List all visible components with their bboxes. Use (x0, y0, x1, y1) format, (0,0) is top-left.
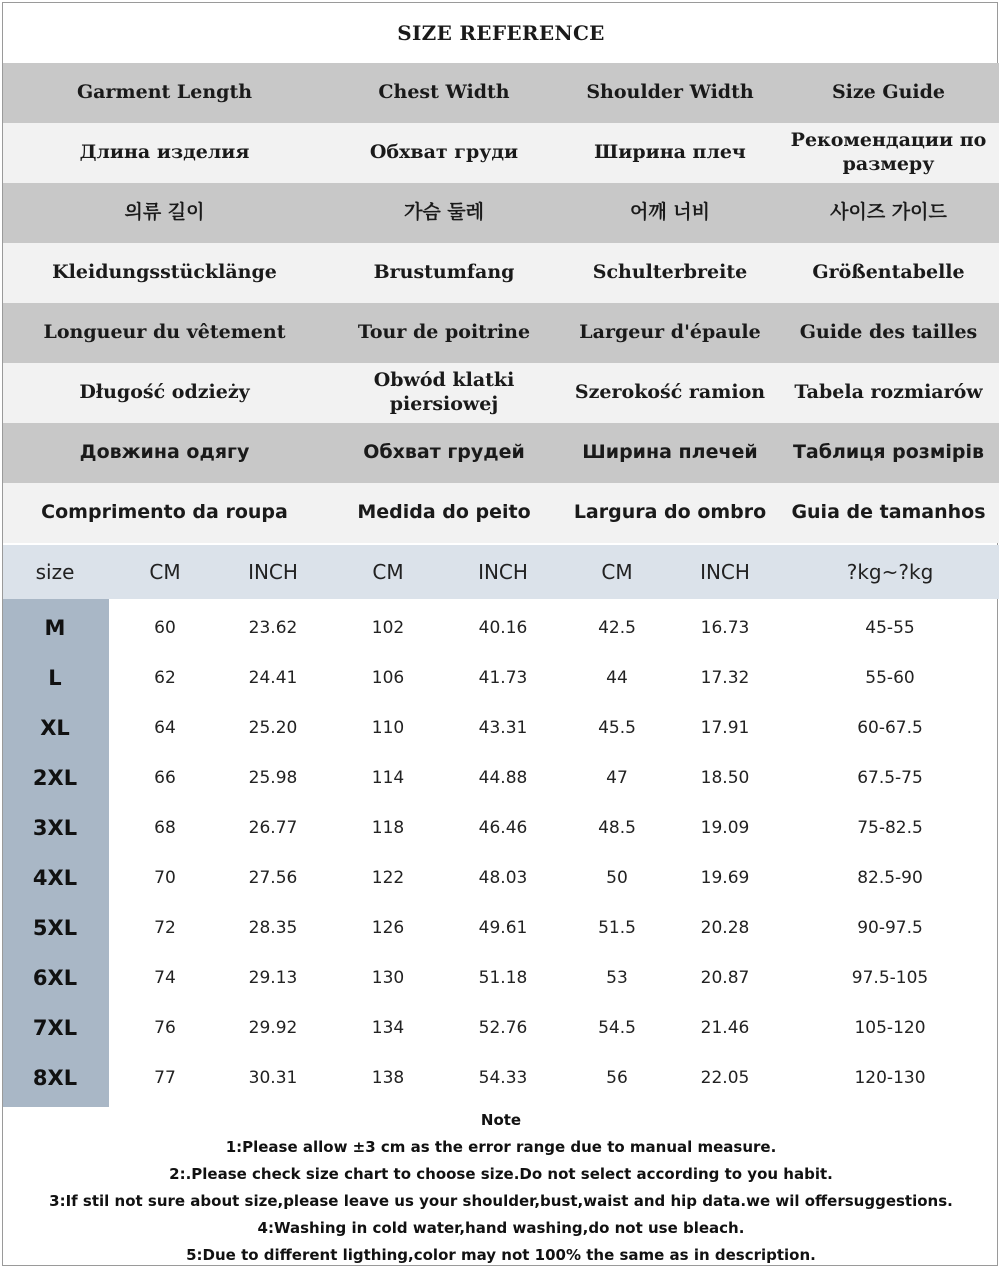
notes-heading: Note (480, 1111, 522, 1129)
table-row (3, 1053, 999, 1103)
table-cell: 97.5-105 (851, 968, 929, 988)
table-row (3, 703, 999, 753)
language-cell: Size Guide (831, 81, 946, 104)
language-cell: Medida do peito (357, 501, 531, 524)
table-cell: 56 (606, 1068, 628, 1088)
column-header: CM (149, 560, 181, 584)
table-row (3, 853, 999, 903)
language-cell: Guide des tailles (799, 321, 978, 344)
language-cell: Kleidungsstücklänge (52, 261, 277, 284)
language-cell: Ширина плеч (594, 141, 746, 164)
table-cell: 45.5 (598, 718, 636, 738)
language-cell: Довжина одягу (79, 441, 250, 464)
size-label: 6XL (32, 966, 78, 990)
language-cell: 의류 길이 (124, 201, 205, 224)
size-label: 2XL (32, 766, 78, 790)
note-line: 4:Washing in cold water,hand washing,do not use bleach. (257, 1219, 745, 1237)
table-cell: 90-97.5 (857, 918, 923, 938)
table-cell: 41.73 (478, 668, 528, 688)
table-cell: 47 (606, 768, 628, 788)
table-cell: 75-82.5 (857, 818, 923, 838)
table-cell: 82.5-90 (857, 868, 923, 888)
table-cell: 17.91 (700, 718, 750, 738)
table-cell: 102 (371, 618, 405, 638)
table-cell: 17.32 (700, 668, 750, 688)
table-cell: 110 (371, 718, 405, 738)
size-chart (2, 2, 998, 1266)
table-row (3, 803, 999, 853)
note-line: 2:.Please check size chart to choose size.Do not select according to you habit. (169, 1165, 833, 1183)
table-cell: 26.77 (248, 818, 298, 838)
table-row (3, 753, 999, 803)
table-cell: 25.98 (248, 768, 298, 788)
language-cell: Largura do ombro (573, 501, 767, 524)
language-cell: Longueur du vêtement (43, 321, 286, 344)
table-cell: 134 (371, 1018, 405, 1038)
table-cell: 114 (371, 768, 405, 788)
language-cell: Szerokość ramion (574, 381, 766, 404)
table-cell: 45-55 (865, 618, 915, 638)
language-cell: Длина изделия (79, 141, 250, 164)
measurement-header-row (3, 545, 999, 599)
language-cell: Таблиця розмірів (792, 441, 985, 464)
table-cell: 130 (371, 968, 405, 988)
table-cell: 49.61 (478, 918, 528, 938)
note-line: 5:Due to different ligthing,color may not 100% the same as in description. (186, 1246, 816, 1264)
size-label: L (48, 666, 62, 690)
note-line: 3:If stil not sure about size,please leave us your shoulder,bust,waist and hip data.we wil offersuggestions. (49, 1192, 953, 1210)
table-cell: 54.33 (478, 1068, 528, 1088)
language-cell: Ширина плечей (582, 441, 758, 464)
table-row (3, 653, 999, 703)
language-cell: Обхват груди (369, 141, 519, 164)
column-header: CM (601, 560, 633, 584)
size-label: 8XL (32, 1066, 78, 1090)
table-cell: 70 (154, 868, 176, 888)
table-row (3, 603, 999, 653)
size-label: 7XL (32, 1016, 78, 1040)
language-row (3, 423, 999, 483)
language-cell: Tabela rozmiarów (794, 381, 983, 404)
table-cell: 53 (606, 968, 628, 988)
language-row (3, 243, 999, 303)
note-line: 1:Please allow ±3 cm as the error range due to manual measure. (225, 1138, 777, 1156)
table-cell: 21.46 (700, 1018, 750, 1038)
language-cell: Comprimento da roupa (41, 501, 288, 524)
table-cell: 68 (154, 818, 176, 838)
table-cell: 67.5-75 (857, 768, 923, 788)
language-cell: 가슴 둘레 (403, 201, 485, 224)
notes-section (3, 1107, 999, 1269)
column-header: CM (372, 560, 404, 584)
column-header: size (35, 560, 75, 584)
column-header: INCH (478, 560, 528, 584)
language-row (3, 303, 999, 363)
table-cell: 52.76 (478, 1018, 528, 1038)
size-label: 5XL (32, 916, 78, 940)
table-cell: 19.09 (700, 818, 750, 838)
table-cell: 66 (154, 768, 176, 788)
language-cell: 사이즈 가이드 (830, 201, 947, 224)
language-cell: Brustumfang (373, 261, 515, 284)
table-cell: 43.31 (478, 718, 528, 738)
size-label: 4XL (32, 866, 78, 890)
table-cell: 60 (154, 618, 176, 638)
table-cell: 62 (154, 668, 176, 688)
language-row (3, 183, 999, 243)
table-cell: 51.18 (478, 968, 528, 988)
language-row (3, 483, 999, 543)
table-cell: 27.56 (248, 868, 298, 888)
table-cell: 74 (154, 968, 176, 988)
table-cell: 48.03 (478, 868, 528, 888)
table-cell: 120-130 (854, 1068, 926, 1088)
size-label: M (44, 616, 66, 640)
table-cell: 44.88 (478, 768, 528, 788)
table-cell: 54.5 (598, 1018, 636, 1038)
table-cell: 138 (371, 1068, 405, 1088)
table-cell: 29.13 (248, 968, 298, 988)
table-cell: 18.50 (700, 768, 750, 788)
table-cell: 23.62 (248, 618, 298, 638)
language-row (3, 123, 999, 183)
language-cell: Guia de tamanhos (791, 501, 986, 524)
column-header: ?kg~?kg (846, 560, 934, 584)
table-cell: 40.16 (478, 618, 528, 638)
table-cell: 51.5 (598, 918, 636, 938)
table-cell: 20.28 (700, 918, 750, 938)
language-cell: Schulterbreite (592, 261, 748, 284)
language-cell: Chest Width (378, 81, 510, 104)
table-cell: 28.35 (248, 918, 298, 938)
language-cell: Largeur d'épaule (579, 321, 761, 344)
table-cell: 44 (606, 668, 628, 688)
table-cell: 60-67.5 (857, 718, 923, 738)
language-cell: Обхват грудей (363, 441, 525, 464)
table-cell: 24.41 (248, 668, 298, 688)
language-cell: Garment Length (76, 81, 253, 104)
table-cell: 20.87 (700, 968, 750, 988)
language-cell: Obwód klatki piersiowej (373, 369, 515, 415)
column-header: INCH (248, 560, 298, 584)
language-row (3, 63, 999, 123)
language-row (3, 363, 999, 423)
language-cell: Długość odzieży (79, 381, 250, 404)
table-cell: 122 (371, 868, 405, 888)
table-cell: 16.73 (700, 618, 750, 638)
column-header: INCH (700, 560, 750, 584)
table-cell: 72 (154, 918, 176, 938)
table-cell: 105-120 (854, 1018, 926, 1038)
language-cell: Shoulder Width (586, 81, 754, 104)
table-cell: 118 (371, 818, 405, 838)
size-label: XL (40, 716, 70, 740)
language-cell: Größentabelle (812, 261, 965, 284)
table-cell: 64 (154, 718, 176, 738)
language-cell: Tour de poitrine (357, 321, 531, 344)
language-cell: 어깨 너비 (629, 201, 711, 224)
language-cell: Рекомендации по размеру (790, 129, 987, 175)
table-cell: 22.05 (700, 1068, 750, 1088)
table-cell: 48.5 (598, 818, 636, 838)
table-cell: 106 (371, 668, 405, 688)
page-title: SIZE REFERENCE (397, 21, 605, 45)
table-cell: 46.46 (478, 818, 528, 838)
table-cell: 55-60 (865, 668, 915, 688)
table-cell: 19.69 (700, 868, 750, 888)
table-cell: 30.31 (248, 1068, 298, 1088)
table-cell: 76 (154, 1018, 176, 1038)
table-cell: 77 (154, 1068, 176, 1088)
table-cell: 50 (606, 868, 628, 888)
size-label: 3XL (32, 816, 78, 840)
table-row (3, 953, 999, 1003)
table-row (3, 1003, 999, 1053)
table-cell: 42.5 (598, 618, 636, 638)
table-cell: 29.92 (248, 1018, 298, 1038)
table-row (3, 903, 999, 953)
table-cell: 126 (371, 918, 405, 938)
table-cell: 25.20 (248, 718, 298, 738)
